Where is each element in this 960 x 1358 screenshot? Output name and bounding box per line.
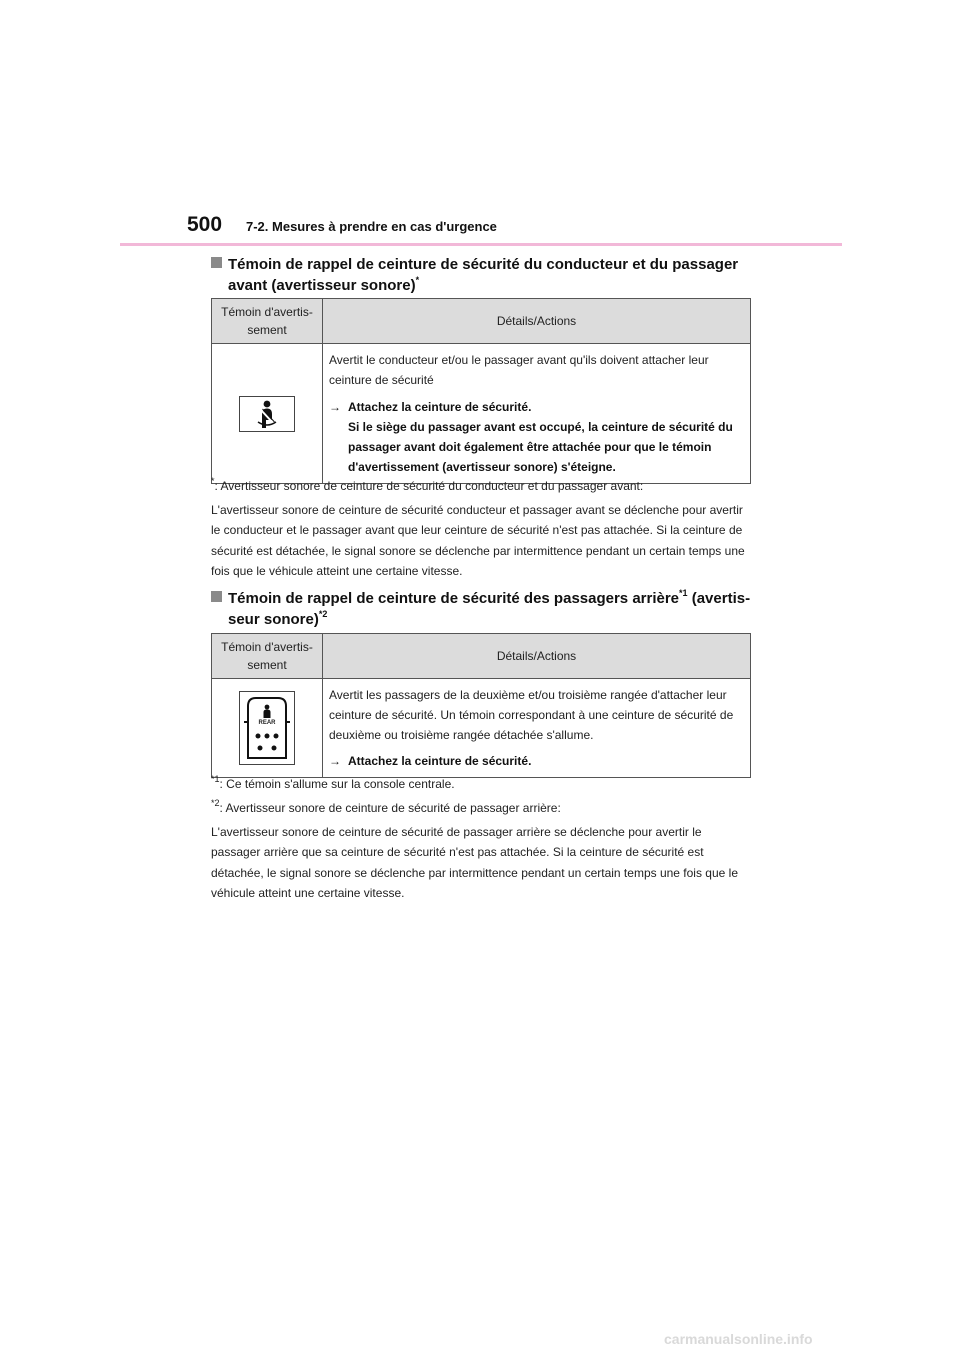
warning-icon-cell [212,344,323,484]
rear-seatbelt-table [211,633,751,778]
col-details-header: Détails/Actions [323,634,751,679]
arrow-icon: → [329,400,341,414]
section2-heading: Témoin de rappel de ceinture de sécurité des passagers arrière$^{*1}$ (avertis- seur sonore)$^{*2}$ [211,588,751,630]
footnote-marker: * [415,275,420,285]
section1-heading-line1: Témoin de rappel de ceinture de sécurité du conducteur et du passager [228,256,739,273]
details-text: Avertit le conducteur et/ou le passager avant qu'ils doivent attacher leur ceinture de sécurité [329,353,709,387]
rear-label: REAR [258,720,276,726]
footnote-2: $^{*2}$: Avertisseur sonore de ceinture de sécurité de passager arrière: [211,798,561,815]
footnote: *: Avertisseur sonore de ceinture de sécurité du conducteur et du passager avant: [211,476,644,493]
square-bullet-icon [211,257,222,268]
details-cell [323,679,751,778]
square-bullet-icon [211,591,222,602]
front-seatbelt-warning-icon [239,396,295,432]
action-text: Attachez la ceinture de sécurité. [348,754,532,768]
section-title: 7-2. Mesures à prendre en cas d'urgence [246,219,497,234]
details-cell [323,344,751,484]
section2-paragraph: L'avertisseur sonore de ceinture de sécurité de passager arrière se déclenche pour avertir le passager arrière que sa ceinture de sécurité n'est pas attachée. Si la ceinture de sécurité est détachée, le signal sonore se déclenche par intermittence pendant un certain temps une fois que le véhicule atteint une certaine vitesse. [211,825,739,900]
arrow-icon: → [329,754,341,768]
col-warning-light-header: Témoin d'avertis- sement [212,299,323,344]
section1-heading [211,254,751,296]
col-details-header: Détails/Actions [323,299,751,344]
page-number: 500 [187,213,223,236]
section1-heading-line2: avant (avertisseur sonore) [228,277,416,294]
front-seatbelt-table [211,298,751,484]
details-text: Avertit les passagers de la deuxième et/ou troisième rangée d'attacher leur ceinture de sécurité. Un témoin correspondant à une ceinture de sécurité de deuxième ou troisième rangée détachée s'allume. [329,688,734,742]
action-item [329,397,742,477]
col-warning-light-header: Témoin d'avertis- sement [212,634,323,679]
watermark: carmanualsonline.info [664,1331,813,1347]
rear-seatbelt-reminder-icon [239,691,295,765]
warning-icon-cell [212,679,323,778]
action-text: Attachez la ceinture de sécurité. Si le siège du passager avant est occupé, la ceinture de sécurité du passager avant doit également être attachée pour que le témoin d'avertissement (avertisseur sonore) s'éteigne. [348,400,733,474]
header-divider [120,243,842,246]
action-item [329,751,742,771]
footnote-1: $^{*1}$: Ce témoin s'allume sur la console centrale. [211,774,455,791]
section1-paragraph: L'avertisseur sonore de ceinture de sécurité conducteur et passager avant se déclenche pour avertir le conducteur et le passager avant que leur ceinture de sécurité n'est pas attachée. Si la ceinture de sécurité est détachée, le signal sonore se déclenche par intermittence pendant un certain temps une fois que le véhicule atteint une certaine vitesse. [211,503,745,578]
